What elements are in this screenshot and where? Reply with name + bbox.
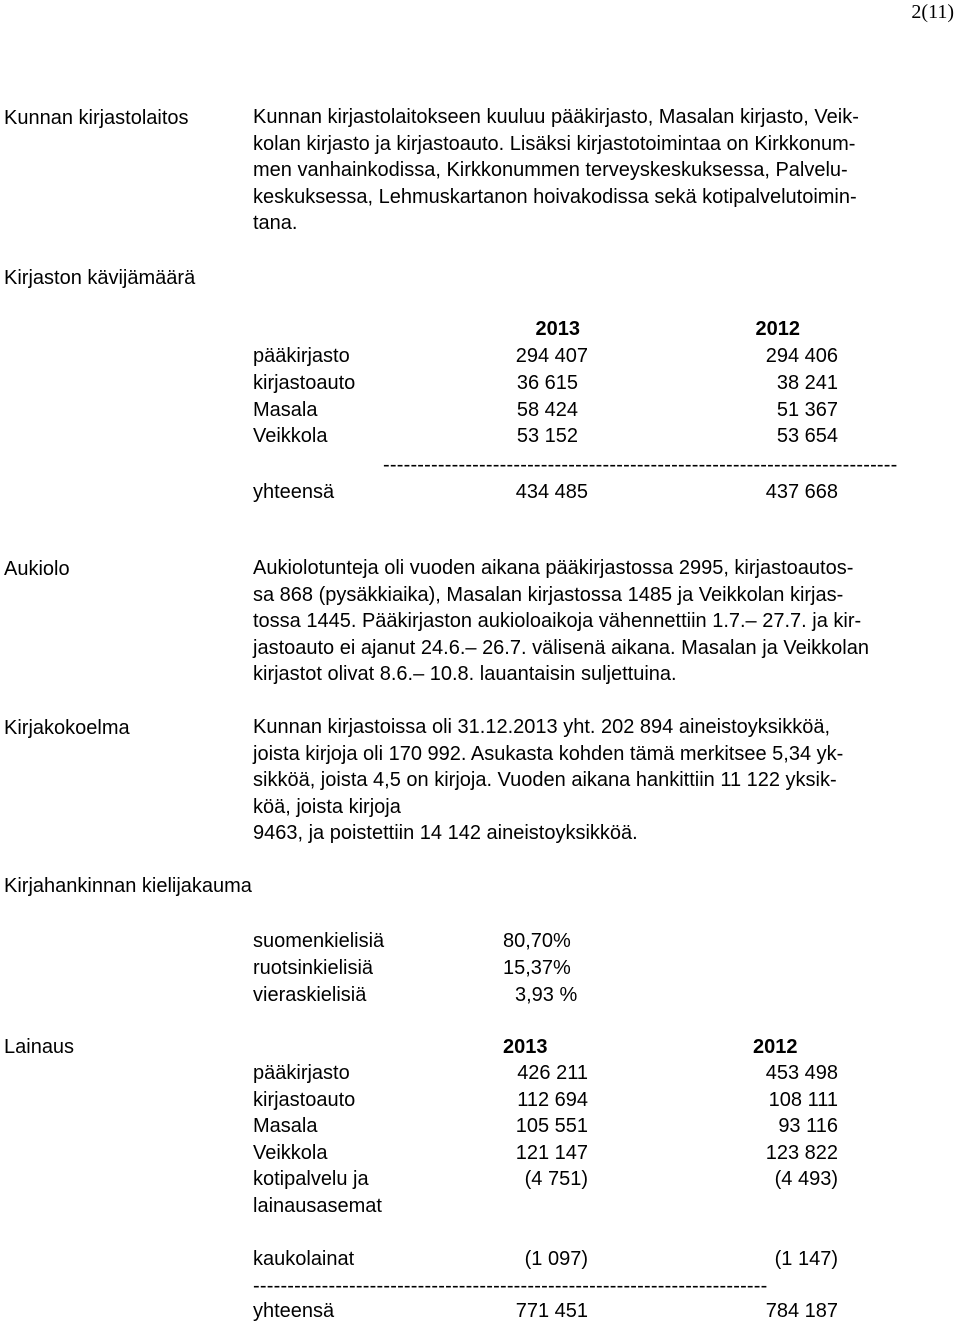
- paragraph-line: sa 868 (pysäkkiaika), Masalan kirjastossa 1485 ja Veikkolan kirjas-: [253, 583, 844, 606]
- paragraph-line: keskuksessa, Lehmuskartanon hoivakodissa sekä kotipalvelutoimin-: [253, 185, 857, 208]
- cell-2013: 53 152: [516, 425, 578, 447]
- cell-2013: (4 751): [524, 1168, 588, 1190]
- total-2013: 434 485: [515, 481, 588, 503]
- table-separator: ---------------------------------------------------------------------------: [383, 455, 898, 475]
- row-label: kaukolainat: [253, 1248, 355, 1270]
- section-heading-kirjakokoelma: Kirjakokoelma: [4, 717, 130, 739]
- cell-2012: (1 147): [774, 1248, 838, 1270]
- row-label: Veikkola: [253, 1142, 328, 1164]
- language-label: suomenkielisiä: [253, 930, 385, 952]
- row-label: Masala: [253, 1115, 318, 1137]
- section-heading-aukiolo: Aukiolo: [4, 558, 70, 580]
- paragraph-line: 9463, ja poistettiin 14 142 aineistoyksikköä.: [253, 822, 638, 844]
- cell-2012: 108 111: [768, 1089, 838, 1111]
- section-heading-lainaus: Lainaus: [4, 1036, 75, 1058]
- language-label: vieraskielisiä: [253, 984, 367, 1006]
- cell-2013: 105 551: [515, 1115, 588, 1137]
- cell-2013: 426 211: [517, 1062, 588, 1084]
- paragraph-line: kolan kirjasto ja kirjastoauto. Lisäksi kirjastotoimintaa on Kirkkonum-: [253, 132, 856, 155]
- cell-2012: 453 498: [765, 1062, 838, 1084]
- kirjakokoelma-paragraph: [253, 714, 843, 847]
- row-label: kotipalvelu ja: [253, 1168, 369, 1190]
- total-2013: 771 451: [515, 1300, 588, 1322]
- column-header-2013: 2013: [503, 1036, 548, 1058]
- paragraph-line: Aukiolotunteja oli vuoden aikana pääkirjastossa 2995, kirjastoautos-: [253, 557, 854, 579]
- row-label: kirjastoauto: [253, 1089, 356, 1111]
- total-2012: 784 187: [765, 1300, 838, 1322]
- cell-2012: 53 654: [776, 425, 838, 447]
- cell-2012: 123 822: [765, 1142, 838, 1164]
- cell-2013: 294 407: [515, 345, 588, 367]
- paragraph-line: joista kirjoja oli 170 992. Asukasta kohden tämä merkitsee 5,34 yk-: [253, 742, 844, 765]
- cell-2013: (1 097): [524, 1248, 588, 1270]
- row-label: Masala: [253, 399, 318, 421]
- column-header-2012: 2012: [753, 1036, 798, 1058]
- kirjastolaitos-paragraph: [253, 104, 859, 237]
- total-2012: 437 668: [765, 481, 838, 503]
- paragraph-line: men vanhainkodissa, Kirkkonummen terveyskeskuksessa, Palvelu-: [253, 159, 848, 181]
- paragraph-line: kirjastot olivat 8.6.– 10.8. lauantaisin suljettuina.: [253, 663, 677, 685]
- language-share: 15,37%: [503, 957, 571, 979]
- cell-2013: 121 147: [515, 1142, 588, 1164]
- cell-2012: 51 367: [776, 399, 838, 421]
- paragraph-line: tana.: [253, 212, 298, 234]
- section-heading-kirjastolaitos: Kunnan kirjastolaitos: [4, 107, 189, 129]
- cell-2012: 294 406: [765, 345, 838, 367]
- cell-2012: (4 493): [774, 1168, 838, 1190]
- paragraph-line: köä, joista kirjoja: [253, 795, 401, 818]
- row-label: kirjastoauto: [253, 372, 356, 394]
- total-label: yhteensä: [253, 481, 335, 503]
- cell-2013: 58 424: [516, 399, 578, 421]
- total-label: yhteensä: [253, 1300, 335, 1322]
- paragraph-line: jastoauto ei ajanut 24.6.– 26.7. välisenä aikana. Masalan ja Veikkolan: [253, 636, 869, 659]
- page-number: 2(11): [911, 1, 954, 23]
- row-label-continuation: lainausasemat: [253, 1195, 382, 1217]
- cell-2012: 38 241: [776, 372, 838, 394]
- row-label: pääkirjasto: [253, 1062, 350, 1084]
- cell-2013: 112 694: [517, 1089, 588, 1111]
- language-label: ruotsinkielisiä: [253, 957, 374, 979]
- paragraph-line: Kunnan kirjastolaitokseen kuuluu pääkirjasto, Masalan kirjasto, Veik-: [253, 106, 859, 128]
- paragraph-line: tossa 1445. Pääkirjaston aukioloaikoja vähennettiin 1.7.– 27.7. ja kir-: [253, 610, 862, 632]
- cell-2012: 93 116: [778, 1115, 838, 1137]
- column-header-2013: 2013: [535, 318, 580, 340]
- table-separator: ---------------------------------------------------------------------------: [253, 1276, 768, 1296]
- paragraph-line: Kunnan kirjastoissa oli 31.12.2013 yht. 202 894 aineistoyksikköä,: [253, 716, 831, 738]
- language-share: 3,93 %: [515, 984, 578, 1006]
- paragraph-line: sikköä, joista 4,5 on kirjoja. Vuoden aikana hankittiin 11 122 yksik-: [253, 769, 837, 791]
- language-share: 80,70%: [503, 930, 571, 952]
- section-heading-kielijakauma: Kirjahankinnan kielijakauma: [4, 875, 252, 897]
- aukiolo-paragraph: [253, 555, 869, 688]
- row-label: pääkirjasto: [253, 345, 350, 367]
- row-label: Veikkola: [253, 425, 328, 447]
- section-heading-kavijamaara: Kirjaston kävijämäärä: [4, 267, 196, 289]
- column-header-2012: 2012: [755, 318, 800, 340]
- cell-2013: 36 615: [516, 372, 578, 394]
